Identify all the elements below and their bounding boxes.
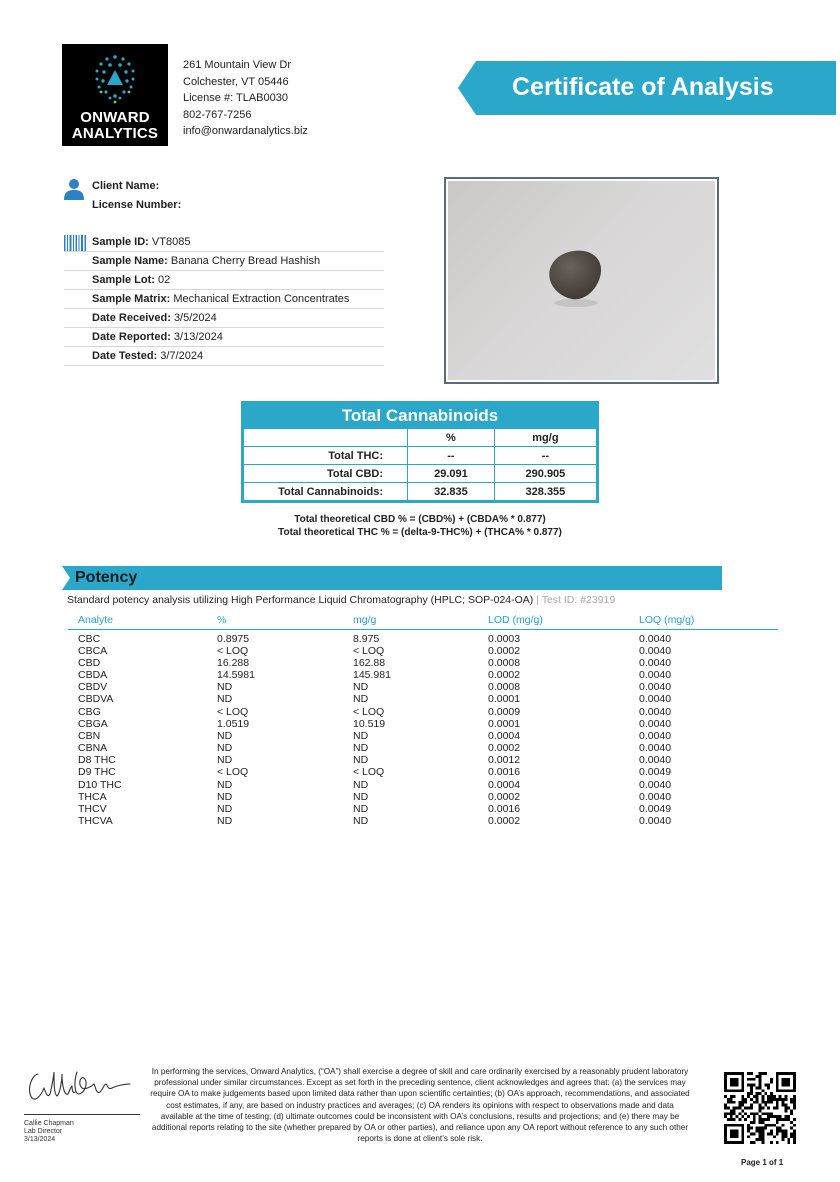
lod: 0.0002 (488, 668, 521, 681)
mg: ND (353, 681, 369, 694)
loq: 0.0040 (639, 693, 672, 706)
table-row (68, 705, 778, 717)
sample-lot-label: Sample Lot: (92, 274, 155, 286)
sample-id-label: Sample ID: (92, 236, 149, 248)
pct: ND (217, 681, 233, 694)
sample-matrix-value: Mechanical Extraction Concentrates (173, 293, 350, 305)
table-row (68, 669, 778, 681)
lod: 0.0002 (488, 815, 521, 828)
analyte: CBDVA (78, 693, 114, 706)
potency-table (68, 612, 778, 827)
pct: 16.288 (217, 656, 250, 669)
address-city: Colchester, VT 05446 (183, 75, 289, 88)
loq: 0.0040 (639, 632, 672, 645)
signed-date: 3/13/2024 (24, 1136, 56, 1143)
mg: 162.88 (353, 656, 386, 669)
mg: ND (353, 803, 369, 816)
date-reported-row (64, 328, 384, 347)
analyte: CBGA (78, 717, 108, 730)
table-row (244, 447, 597, 465)
loq: 0.0040 (639, 681, 672, 694)
tc-row-mg: 290.905 (494, 465, 596, 483)
analyte: D10 THC (78, 778, 122, 791)
mg: ND (353, 742, 369, 755)
tc-row-pct: 32.835 (408, 483, 495, 501)
loq: 0.0049 (639, 803, 672, 816)
lod: 0.0002 (488, 790, 521, 803)
analyte: CBCA (78, 644, 108, 657)
total-cannabinoids-table (241, 401, 599, 503)
analyte: THCV (78, 803, 107, 816)
potency-description (67, 594, 615, 606)
pct: < LOQ (217, 705, 249, 718)
table-row (68, 779, 778, 791)
lod: 0.0016 (488, 803, 521, 816)
col-pct: % (207, 612, 343, 629)
lod: 0.0009 (488, 705, 521, 718)
table-row (244, 483, 597, 501)
date-tested-value: 3/7/2024 (160, 350, 204, 362)
lod: 0.0016 (488, 766, 521, 779)
loq: 0.0040 (639, 815, 672, 828)
lab-address (183, 57, 308, 140)
table-row (68, 657, 778, 669)
mg: < LOQ (353, 644, 385, 657)
sample-lot-value: 02 (158, 274, 171, 286)
loq: 0.0049 (639, 766, 672, 779)
table-row (68, 742, 778, 754)
analyte: CBC (78, 632, 101, 645)
test-id: | Test ID: #23919 (536, 594, 616, 606)
pct: ND (217, 803, 233, 816)
date-tested-row (64, 347, 384, 366)
pct: ND (217, 754, 233, 767)
qr-code (724, 1072, 796, 1149)
tc-row-pct: 29.091 (408, 465, 495, 483)
lod: 0.0002 (488, 742, 521, 755)
table-row (68, 766, 778, 778)
certificate-banner (458, 61, 836, 115)
pct: 1.0519 (217, 717, 250, 730)
pct: ND (217, 790, 233, 803)
potency-banner-shape (62, 566, 722, 590)
mg: ND (353, 790, 369, 803)
address-license: License #: TLAB0030 (183, 92, 288, 104)
tc-row-label: Total CBD: (244, 465, 408, 483)
analyte: CBNA (78, 742, 108, 755)
certificate-title: Certificate of Analysis (512, 73, 774, 101)
mg: ND (353, 693, 369, 706)
signer-name: Callie Chapman (24, 1120, 74, 1127)
license-number-label: License Number: (92, 199, 182, 211)
potency-banner (62, 566, 722, 590)
table-row (68, 681, 778, 693)
legal-disclaimer: In performing the services, Onward Analytics, (“OA”) shall exercise a degree of skill and care ordinarily exercised by a reasonably prudent laboratory professional under similar circumstances. Except as set forth in the preceding sentence, client acknowledges and agrees that: (a) the services may require OA to make judgements based upon limited data rather than upon scientific certainties; (b) OA’s approach, recommendations, and associated cost estimates, if any, are based on industry practices and averages; (c) OA renders its opinions with respect to observations made and data available at the time of testing; (d) ultimate outcomes could be inconsistent with OA’s conclusions, results and projections; and (e) there may be additional reports relating to the site (whether prepared by OA or other parties), and reliance upon any OA report without reference to any such other reports is done at client’s sole risk. (150, 1067, 690, 1144)
signer-info (24, 1120, 74, 1144)
lod: 0.0008 (488, 681, 521, 694)
col-lod: LOD (mg/g) (478, 612, 629, 629)
potency-method: Standard potency analysis utilizing High Performance Liquid Chromatography (HPLC; SOP-024-OA) (67, 594, 534, 606)
pct: < LOQ (217, 766, 249, 779)
analyte: CBN (78, 729, 101, 742)
date-received-row (64, 309, 384, 328)
tc-row-label: Total THC: (244, 447, 408, 465)
date-tested-label: Date Tested: (92, 350, 158, 362)
pct: ND (217, 693, 233, 706)
analyte: D9 THC (78, 766, 116, 779)
pct: ND (217, 778, 233, 791)
tc-row-mg: -- (494, 447, 596, 465)
pct: 0.8975 (217, 632, 250, 645)
table-row (68, 718, 778, 730)
tc-col-mg: mg/g (494, 429, 596, 447)
table-row (68, 803, 778, 815)
mg: 8.975 (353, 632, 380, 645)
loq: 0.0040 (639, 705, 672, 718)
mg: < LOQ (353, 705, 385, 718)
handwritten-signature (24, 1064, 134, 1108)
loq: 0.0040 (639, 729, 672, 742)
sample-id-value: VT8085 (151, 236, 191, 248)
pct: ND (217, 742, 233, 755)
client-name-label: Client Name: (92, 180, 160, 192)
table-row (68, 730, 778, 742)
loq: 0.0040 (639, 656, 672, 669)
sample-matrix-row (64, 290, 384, 309)
company-logo (62, 44, 168, 146)
tc-row-pct: -- (408, 447, 495, 465)
qr-code-icon (724, 1072, 796, 1144)
table-row (68, 693, 778, 705)
mg: ND (353, 754, 369, 767)
analyte: CBDA (78, 668, 108, 681)
table-row (68, 791, 778, 803)
total-cannabinoids-title: Total Cannabinoids (243, 403, 597, 428)
page-number: Page 1 of 1 (741, 1158, 784, 1167)
sample-name-label: Sample Name: (92, 255, 168, 267)
logo-text-line2: ANALYTICS (71, 125, 159, 142)
tc-header-blank (244, 429, 408, 447)
address-email: info@onwardanalytics.biz (183, 125, 308, 137)
analyte: CBDV (78, 681, 108, 694)
loq: 0.0040 (639, 644, 672, 657)
table-row (68, 815, 778, 827)
barcode-icon (64, 235, 86, 251)
analyte: THCA (78, 790, 107, 803)
table-row (68, 754, 778, 766)
table-row (244, 465, 597, 483)
lod: 0.0004 (488, 729, 521, 742)
lod: 0.0003 (488, 632, 521, 645)
mg: ND (353, 729, 369, 742)
sample-lot-row (64, 271, 384, 290)
potency-header-row (68, 612, 778, 629)
date-reported-value: 3/13/2024 (173, 331, 223, 343)
mg: ND (353, 815, 369, 828)
signature-line (24, 1114, 140, 1115)
sample-matrix-label: Sample Matrix: (92, 293, 171, 305)
signature-block (24, 1064, 142, 1143)
mg: ND (353, 778, 369, 791)
mg: 10.519 (353, 717, 386, 730)
sample-id-row (64, 233, 384, 252)
loq: 0.0040 (639, 717, 672, 730)
hash-sample-image (540, 243, 610, 313)
col-mg: mg/g (343, 612, 478, 629)
table-row (68, 645, 778, 657)
analyte: CBD (78, 656, 101, 669)
loq: 0.0040 (639, 668, 672, 681)
col-loq: LOQ (mg/g) (629, 612, 778, 629)
date-received-value: 3/5/2024 (173, 312, 217, 324)
date-reported-label: Date Reported: (92, 331, 171, 343)
lod: 0.0012 (488, 754, 521, 767)
date-received-label: Date Received: (92, 312, 171, 324)
loq: 0.0040 (639, 790, 672, 803)
pct: 14.5981 (217, 668, 255, 681)
thc-formula: Total theoretical THC % = (delta-9-THC%) + (THCA% * 0.877) (278, 527, 562, 538)
mg: < LOQ (353, 766, 385, 779)
loq: 0.0040 (639, 742, 672, 755)
lod: 0.0001 (488, 717, 521, 730)
cbd-formula: Total theoretical CBD % = (CBD%) + (CBDA% * 0.877) (294, 514, 546, 525)
analyte: CBG (78, 705, 101, 718)
loq: 0.0040 (639, 754, 672, 767)
tc-col-pct: % (408, 429, 495, 447)
sample-name-row (64, 252, 384, 271)
signer-title: Lab Director (24, 1128, 63, 1135)
sample-photo-image (448, 181, 715, 380)
lod: 0.0008 (488, 656, 521, 669)
sample-name-value: Banana Cherry Bread Hashish (170, 255, 321, 267)
logo-dots-icon (92, 52, 138, 106)
analyte: THCVA (78, 815, 113, 828)
sample-photo (444, 177, 719, 384)
col-analyte: Analyte (68, 612, 207, 629)
pct: ND (217, 729, 233, 742)
lod: 0.0002 (488, 644, 521, 657)
pct: ND (217, 815, 233, 828)
sample-info (64, 233, 384, 366)
loq: 0.0040 (639, 778, 672, 791)
lod: 0.0001 (488, 693, 521, 706)
analyte: D8 THC (78, 754, 116, 767)
address-phone: 802-767-7256 (183, 108, 252, 121)
tc-row-label: Total Cannabinoids: (244, 483, 408, 501)
pct: < LOQ (217, 644, 249, 657)
potency-title: Potency (75, 569, 138, 586)
logo-text-line1: ONWARD (80, 109, 150, 126)
person-icon (64, 178, 84, 200)
table-row (68, 629, 778, 645)
lod: 0.0004 (488, 778, 521, 791)
address-street: 261 Mountain View Dr (183, 59, 292, 71)
tc-row-mg: 328.355 (494, 483, 596, 501)
mg: 145.981 (353, 668, 391, 681)
